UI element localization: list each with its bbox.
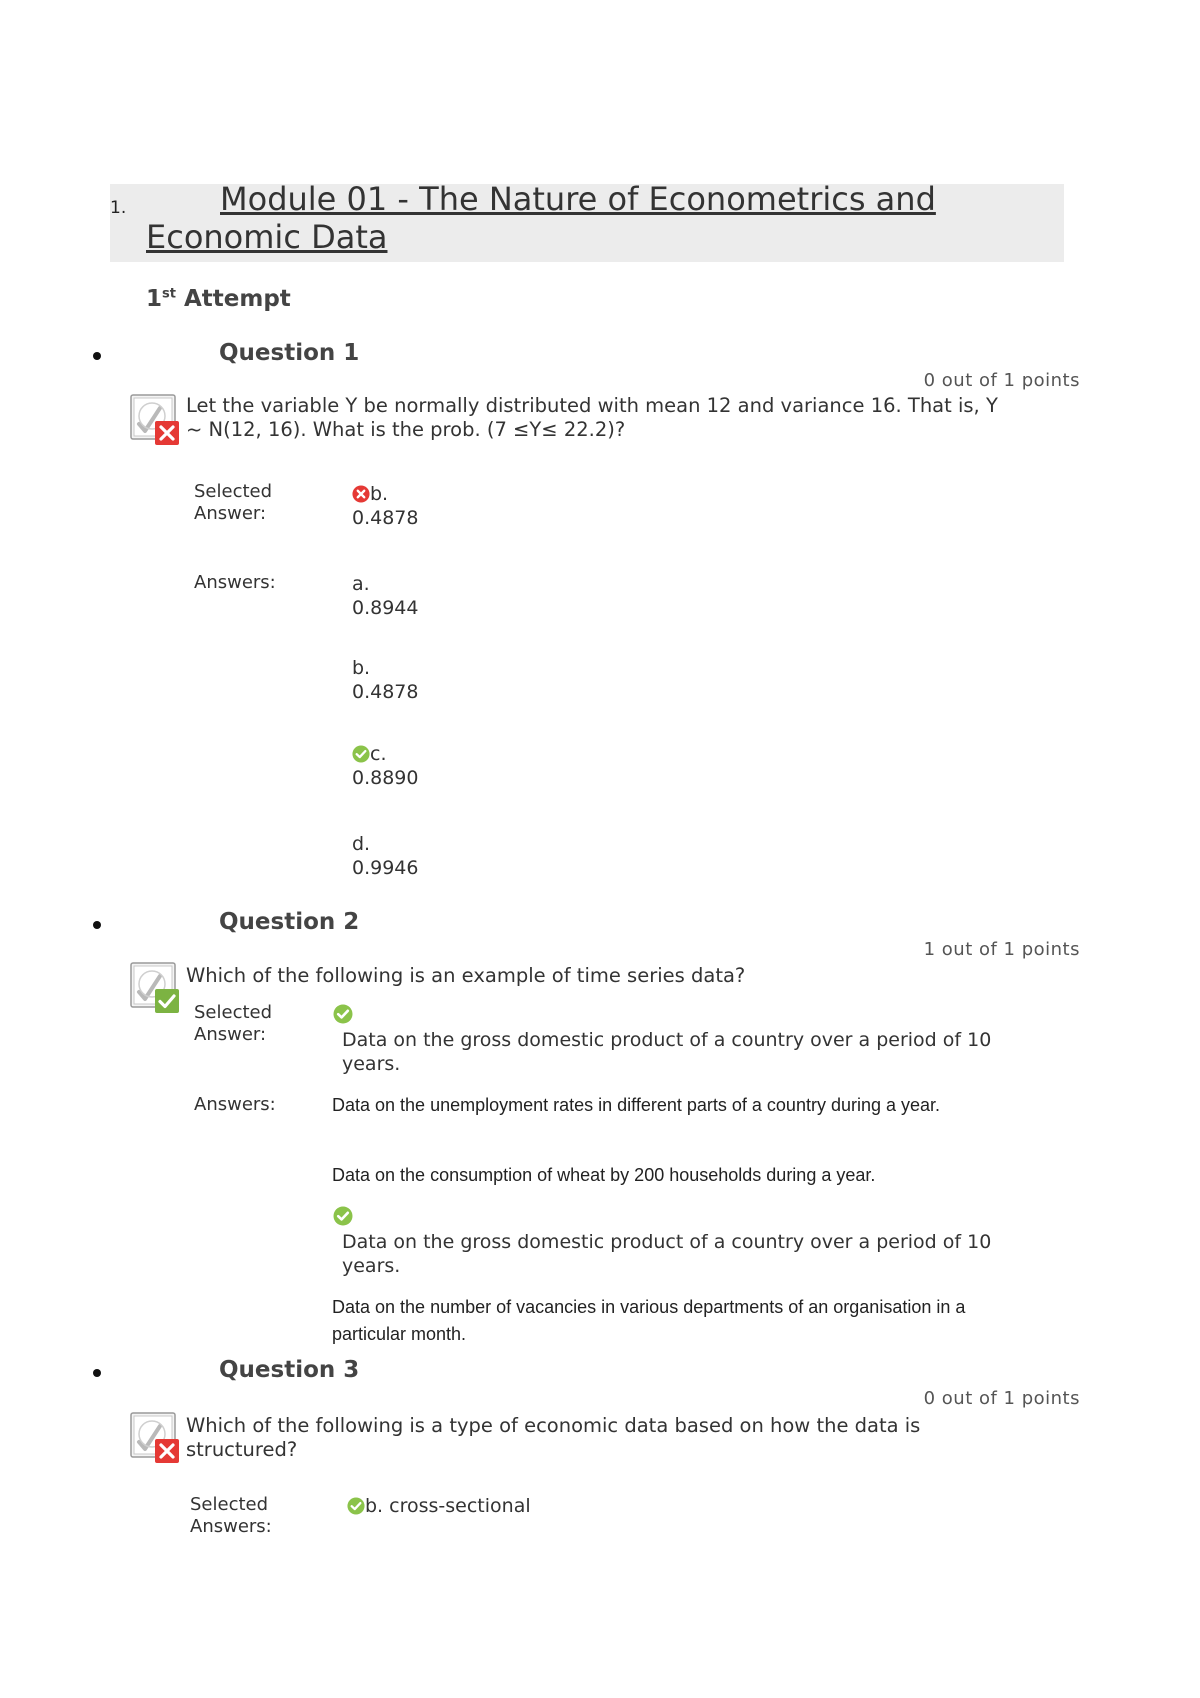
attempt-heading [146,286,291,312]
question-1-answer-a: a. 0.8944 [352,573,419,619]
answer-incorrect-icon [130,394,180,444]
question-3-points: 0 out of 1 points [923,1388,1080,1409]
question-1-points: 0 out of 1 points [923,370,1080,391]
question-2-answer-1: Data on the unemployment rates in different parts of a country during a year. [332,1095,941,1115]
question-2-points: 1 out of 1 points [923,939,1080,960]
question-2-answer-2: Data on the consumption of wheat by 200 households during a year. [332,1165,876,1185]
question-2-selected-answer: Data on the gross domestic product of a country over a period of 10 years. [342,1029,992,1075]
question-2-title: Question 2 [219,909,360,935]
question-bullet [93,352,101,360]
selected-answer-label: Selected Answer: [194,1002,273,1045]
selected-answers-label: Selected Answers: [190,1494,272,1537]
check-mark-icon [333,1004,353,1028]
question-1-text: Let the variable Y be normally distributed with mean 12 and variance 16. That is, Y ~ N(12, 16). What is the prob. (7 ≤Y≤ 22.2)? [186,394,998,441]
answer-correct-icon [130,962,180,1012]
check-mark-icon [347,1497,365,1515]
answer-incorrect-icon [130,1412,180,1462]
question-1-selected-answer: b. 0.4878 [352,483,419,529]
question-1-title: Question 1 [219,340,360,366]
answers-label: Answers: [194,1094,276,1115]
check-mark-icon [333,1206,353,1230]
module-title[interactable]: Module 01 - The Nature of Econometrics and Economic Data [146,180,936,256]
question-1-answer-c: c. 0.8890 [352,743,419,789]
answers-label: Answers: [194,572,276,593]
attempt-ordinal-suffix: st [162,286,176,302]
question-bullet [93,921,101,929]
check-mark-icon [352,745,370,763]
question-3-selected-answer: b. cross-sectional [347,1494,547,1518]
question-3-title: Question 3 [219,1357,360,1383]
question-1-answer-b: b. 0.4878 [352,657,419,703]
attempt-label: Attempt [183,286,291,312]
question-2-answer-4: Data on the number of vacancies in various departments of an organisation in a particular month. [332,1297,966,1344]
selected-answer-label: Selected Answer: [194,481,273,524]
question-2-text: Which of the following is an example of time series data? [186,964,746,987]
x-mark-icon [352,485,370,503]
question-2-answer-3: Data on the gross domestic product of a country over a period of 10 years. [342,1231,992,1277]
question-3-text: Which of the following is a type of economic data based on how the data is structured? [186,1414,921,1461]
module-number: 1. [110,198,127,218]
question-bullet [93,1369,101,1377]
question-1-answer-d: d. 0.9946 [352,833,419,879]
attempt-ordinal: 1 [146,286,163,312]
